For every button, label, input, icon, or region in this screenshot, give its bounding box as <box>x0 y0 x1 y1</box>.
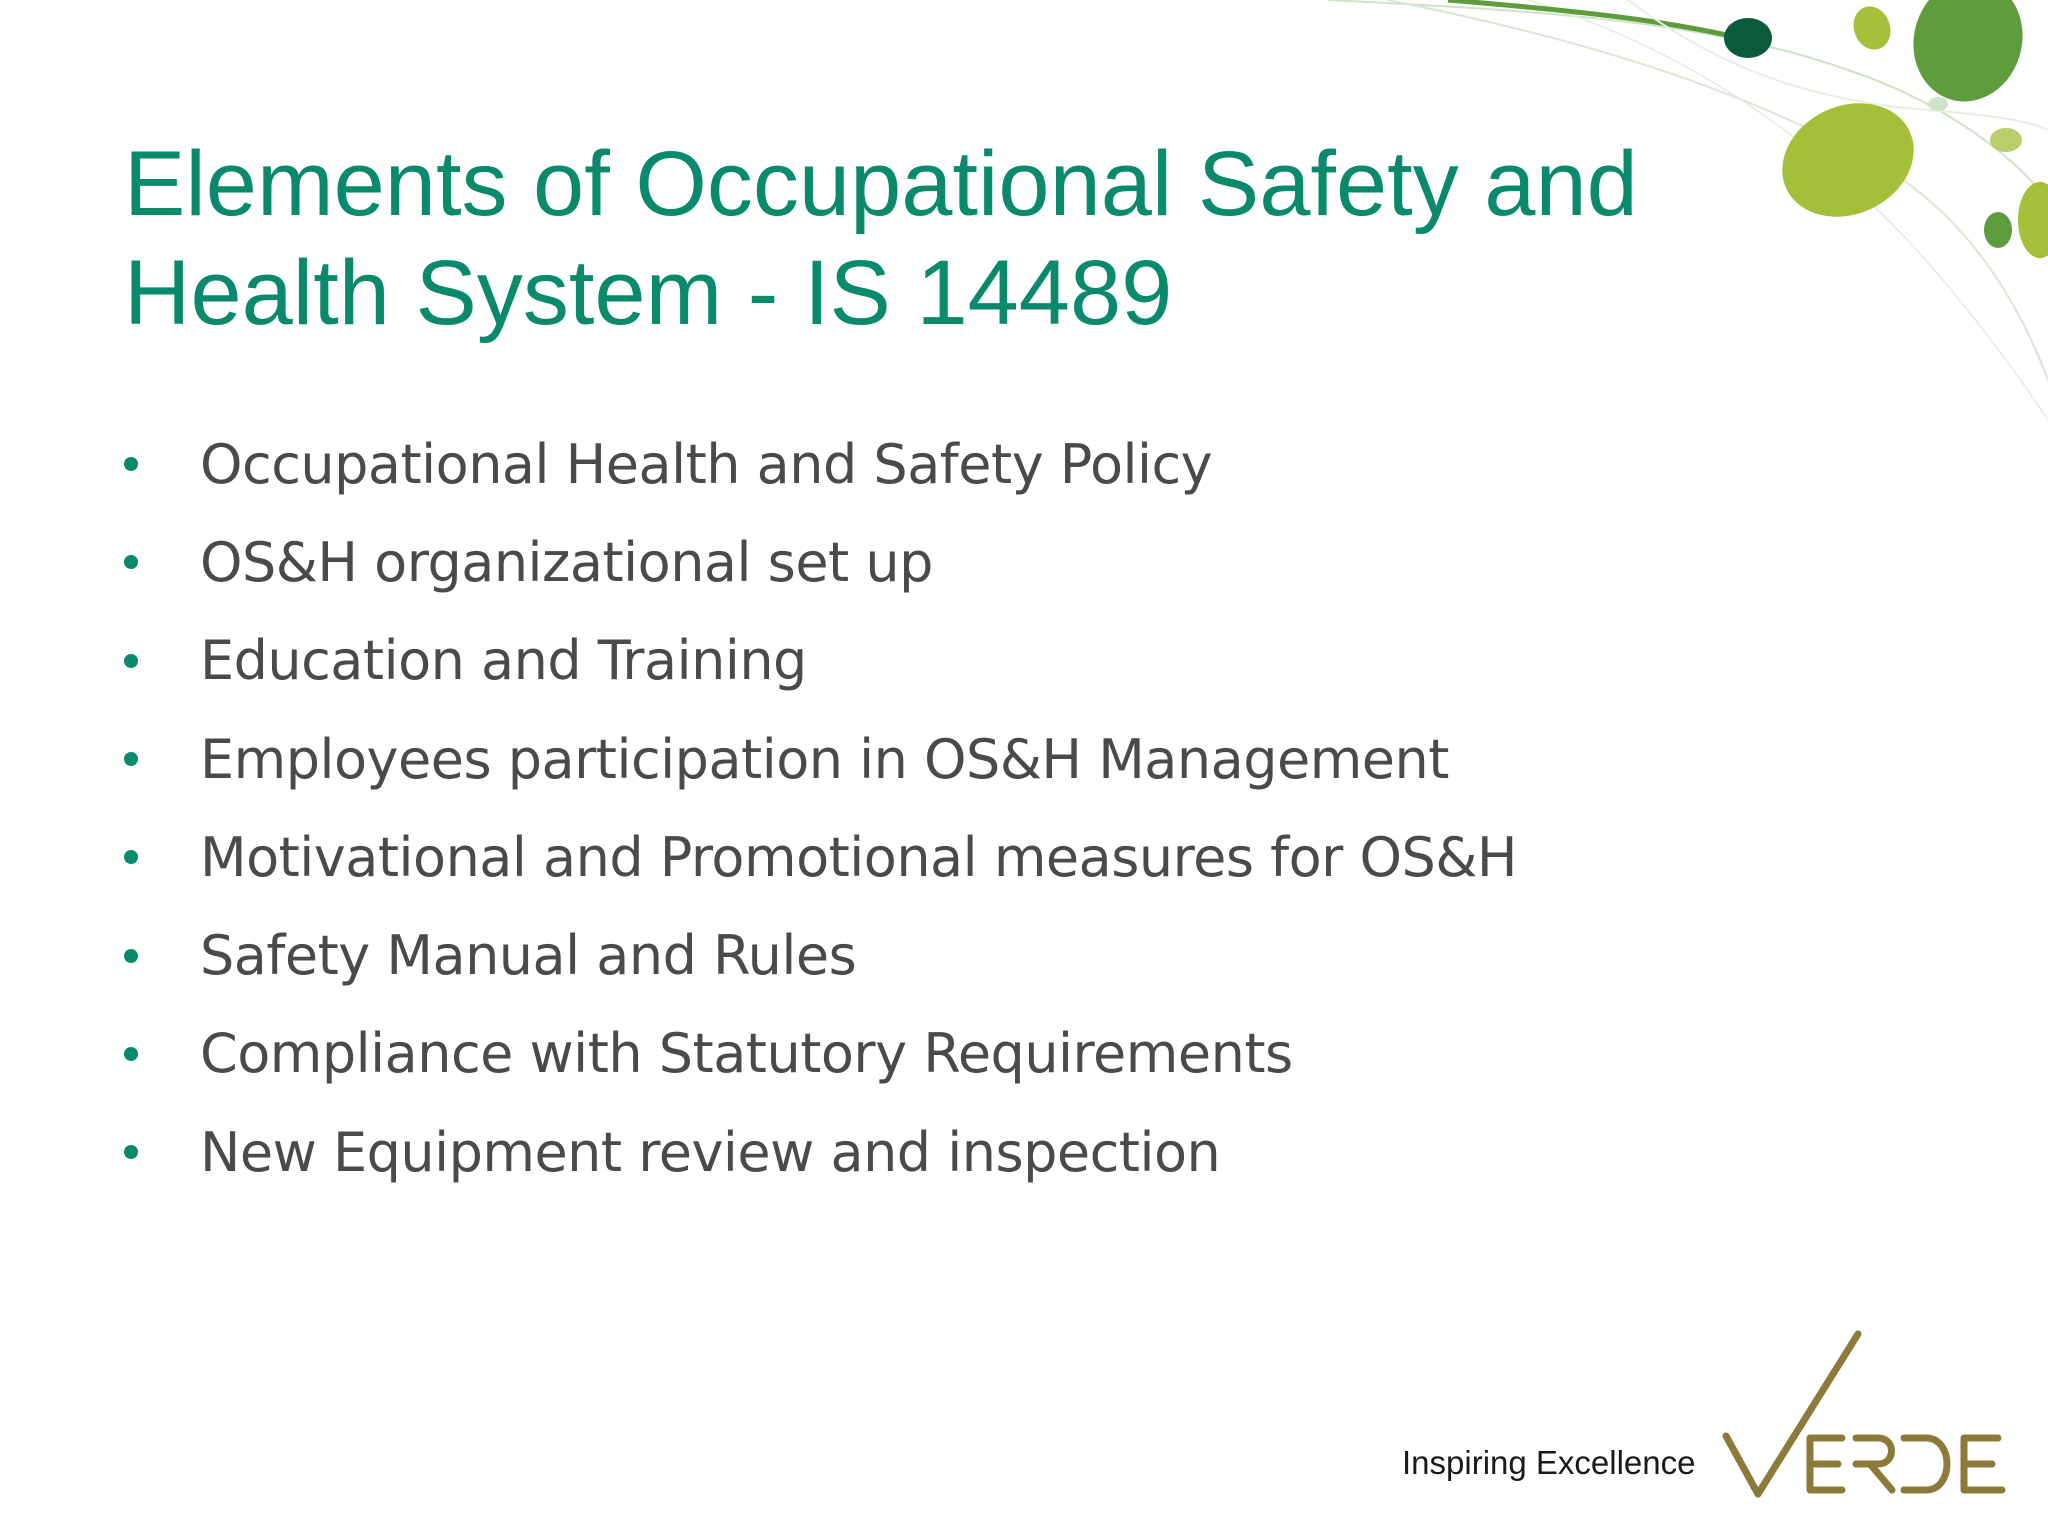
bullet-dot-icon <box>124 752 138 766</box>
bullet-text: New Equipment review and inspection <box>200 1120 1221 1184</box>
slide-title <box>124 130 1684 348</box>
bullet-text: OS&H organizational set up <box>200 530 933 594</box>
list-item <box>124 710 1517 808</box>
list-item <box>124 612 1517 710</box>
list-item <box>124 513 1517 611</box>
bullet-text: Safety Manual and Rules <box>200 924 857 988</box>
list-item <box>124 906 1517 1004</box>
list-item <box>124 415 1517 513</box>
bullet-dot-icon <box>124 555 138 569</box>
bullet-text: Motivational and Promotional measures for OS&H <box>200 825 1518 889</box>
bullet-dot-icon <box>124 1145 138 1159</box>
list-item <box>124 808 1517 906</box>
bullet-dot-icon <box>124 1047 138 1061</box>
tagline: Inspiring Excellence <box>1402 1444 1696 1481</box>
bullet-dot-icon <box>124 850 138 864</box>
bullet-dot-icon <box>124 654 138 668</box>
list-item <box>124 1005 1517 1103</box>
bullet-text: Compliance with Statutory Requirements <box>200 1022 1293 1086</box>
bullet-text: Education and Training <box>200 629 807 693</box>
bullet-dot-icon <box>124 457 138 471</box>
bullet-text: Employees participation in OS&H Management <box>200 727 1449 791</box>
title-line-1: Elements of Occupational Safety and <box>124 133 1638 235</box>
title-line-2: Health System - IS 14489 <box>124 242 1173 344</box>
verde-logo-icon <box>1718 1326 2018 1526</box>
bullet-text: Occupational Health and Safety Policy <box>200 432 1213 496</box>
bullet-dot-icon <box>124 949 138 963</box>
bullet-list <box>124 415 1517 1201</box>
list-item <box>124 1103 1517 1201</box>
